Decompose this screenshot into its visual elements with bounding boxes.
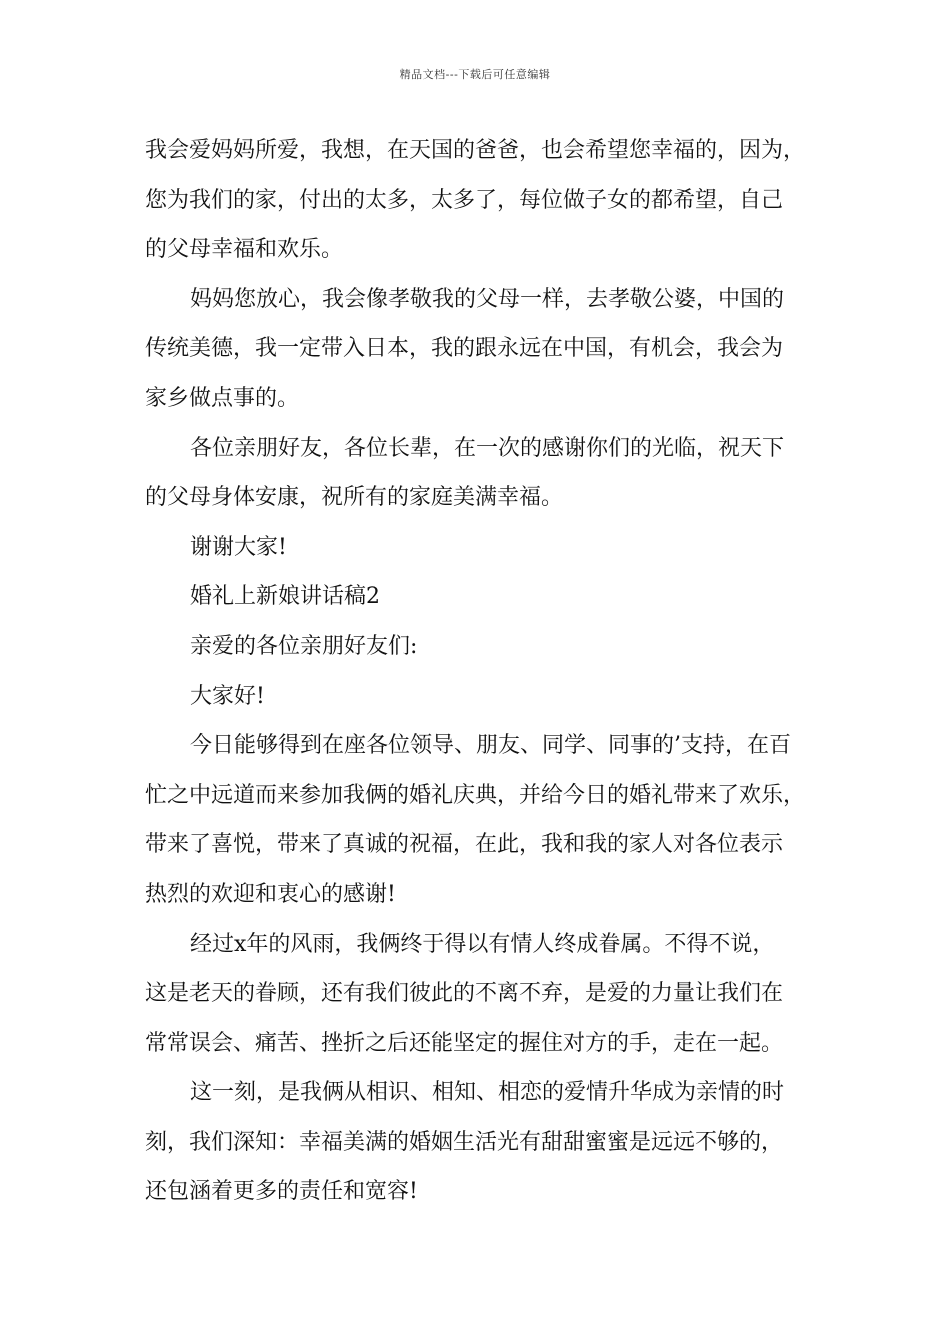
paragraph-line: 各位亲朋好友，各位长辈，在一次的感谢你们的光临，祝天下 [190, 435, 785, 461]
paragraph-line: 妈妈您放心，我会像孝敬我的父母一样，去孝敬公婆，中国的 [190, 286, 785, 312]
paragraph [145, 275, 815, 424]
paragraph-line: 我会爱妈妈所爱，我想，在天国的爸爸，也会希望您幸福的，因为， [145, 138, 806, 163]
paragraph-line: 亲爱的各位亲朋好友们: [190, 633, 418, 659]
paragraph-line: 带来了喜悦，带来了真诚的祝福，在此，我和我的家人对各位表示 [145, 832, 784, 858]
paragraph-line: 谢谢大家! [190, 534, 287, 560]
paragraph-line: 传统美德，我一定带入日本，我的跟永远在中国，有机会，我会为 [145, 336, 784, 362]
paragraph-line: 这是老天的眷顾，还有我们彼此的不离不弃，是爱的力量让我们在 [145, 981, 784, 1007]
paragraph [145, 126, 815, 275]
paragraph [145, 622, 815, 672]
paragraph-line: 常常误会、痛苦、挫折之后还能坚定的握住对方的手，走在一起。 [145, 1030, 784, 1056]
paragraph-line: 家乡做点事的。 [145, 385, 300, 411]
paragraph-line: 婚礼上新娘讲话稿2 [190, 584, 380, 610]
paragraph [145, 920, 815, 1069]
paragraph-line: 的父母幸福和欢乐。 [145, 237, 344, 263]
paragraph-line: 经过x年的风雨，我俩终于得以有情人终成眷属。不得不说， [190, 931, 775, 957]
paragraph-line: 的父母身体安康，祝所有的家庭美满幸福。 [145, 485, 564, 511]
paragraph [145, 572, 815, 622]
paragraph [145, 672, 815, 722]
paragraph-line: 热烈的欢迎和衷心的感谢! [145, 881, 396, 907]
page-header: 精品文档---下载后可任意编辑 [399, 68, 551, 81]
paragraph [145, 1068, 815, 1217]
paragraph-line: 还包涵着更多的责任和宽容! [145, 1179, 418, 1205]
document-body [145, 126, 815, 1217]
paragraph [145, 523, 815, 573]
paragraph-line: 忙之中远道而来参加我俩的婚礼庆典，并给今日的婚礼带来了欢乐， [145, 782, 806, 808]
paragraph-line: 这一刻，是我俩从相识、相知、相恋的爱情升华成为亲情的时 [190, 1080, 785, 1106]
paragraph [145, 424, 815, 523]
paragraph [145, 721, 815, 919]
paragraph-line: 刻，我们深知：幸福美满的婚姻生活光有甜甜蜜蜜是远远不够的， [145, 1129, 784, 1155]
paragraph-line: 大家好! [190, 683, 265, 709]
paragraph-line: 您为我们的家，付出的太多，太多了，每位做子女的都希望，自己 [145, 187, 784, 213]
paragraph-line: 今日能够得到在座各位领导、朋友、同学、同事的’支持，在百 [190, 733, 791, 759]
